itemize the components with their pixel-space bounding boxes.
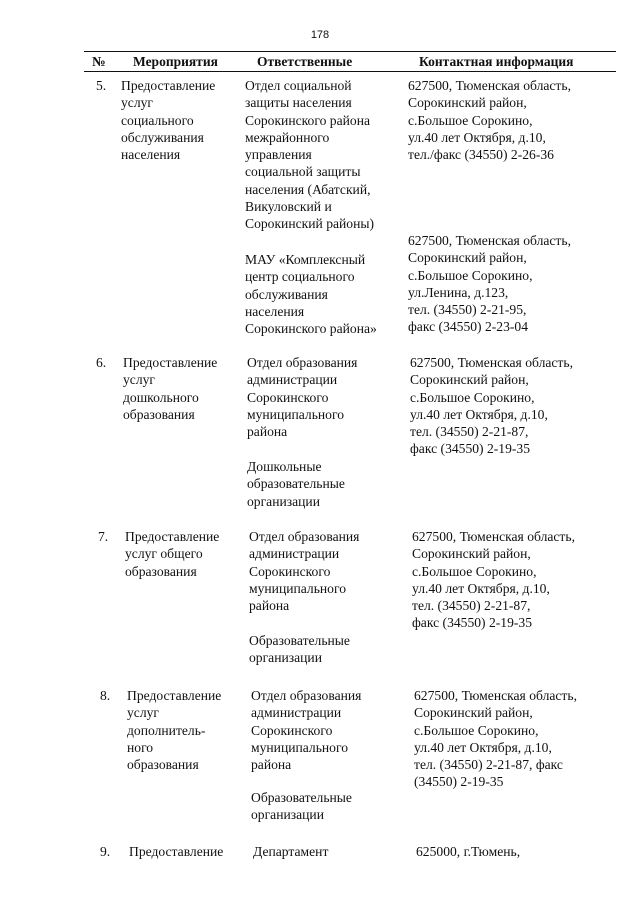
contact-block-line: с.Большое Сорокино, (408, 267, 533, 283)
contact-block-line: Сорокинский район, (408, 250, 527, 266)
contact-block-line: с.Большое Сорокино, (410, 389, 535, 405)
contact-block-line: 627500, Тюменская область, (410, 355, 573, 370)
header-contacts: Контактная информация (419, 54, 574, 69)
responsible-block-line: района (247, 424, 288, 440)
contact-block (408, 77, 571, 163)
row-number: 7. (98, 529, 109, 544)
contact-block-line: с.Большое Сорокино, (414, 722, 539, 738)
event-cell-line: дополнитель- (127, 722, 206, 738)
responsible-block-line: защиты населения (245, 95, 352, 111)
event-cell (129, 843, 223, 860)
header-responsible: Ответственные (257, 54, 353, 69)
contact-block-line: Сорокинский район, (410, 372, 529, 388)
responsible-block-line: населения (245, 303, 305, 319)
event-cell-line: услуг (127, 705, 159, 721)
row-number: 5. (96, 78, 107, 93)
contact-block-line: ул.40 лет Октября, д.10, (410, 406, 548, 422)
contact-block-line: 625000, г.Тюмень, (416, 844, 521, 859)
contact-block-line: факс (34550) 2-23-04 (408, 319, 529, 335)
responsible-block-line: социальной защиты (245, 164, 361, 180)
event-cell-line: Предоставление (121, 78, 216, 93)
responsible-block (247, 354, 357, 440)
contact-block-line: тел. (34550) 2-21-95, (408, 302, 527, 318)
contact-block-line: Сорокинский район, (408, 95, 527, 111)
responsible-block-line: центр социального (245, 269, 355, 285)
contact-block-line: ул.40 лет Октября, д.10, (414, 739, 552, 755)
event-cell (127, 687, 221, 773)
header-events: Мероприятия (133, 54, 218, 69)
event-cell-line: социального (121, 112, 194, 128)
event-cell-line: дошкольного (123, 389, 199, 405)
responsible-block-line: Образовательные (251, 790, 352, 805)
responsible-block-line: Сорокинского (247, 389, 329, 405)
responsible-block-line: Отдел образования (249, 529, 360, 544)
table-header-top-rule (84, 51, 616, 52)
contact-block-line: Сорокинский район, (414, 705, 533, 721)
event-cell-line: Предоставление (127, 688, 222, 703)
responsible-block (245, 251, 377, 337)
event-cell-line: услуг (123, 372, 155, 388)
responsible-block-line: образовательные (247, 476, 345, 492)
contact-block-line: 627500, Тюменская область, (414, 688, 577, 703)
responsible-block-line: Отдел образования (251, 688, 362, 703)
contact-block-line: ул.40 лет Октября, д.10, (408, 129, 546, 145)
contact-block-line: тел. (34550) 2-21-87, (410, 424, 529, 440)
responsible-block-line: администрации (251, 705, 342, 721)
responsible-block (251, 687, 361, 773)
responsible-block-line: МАУ «Комплексный (245, 252, 366, 267)
responsible-block-line: Отдел образования (247, 355, 358, 370)
contact-block-line: тел. (34550) 2-21-87, (412, 598, 531, 614)
responsible-block-line: Сорокинского (251, 722, 333, 738)
row-number: 9. (100, 844, 111, 859)
responsible-block (249, 632, 350, 667)
responsible-block-line: Сорокинского (249, 563, 331, 579)
responsible-block-line: района (249, 598, 290, 614)
responsible-block-line: обслуживания (245, 286, 328, 302)
responsible-block-line: организации (247, 493, 320, 509)
responsible-block (253, 843, 328, 860)
contact-block-line: 627500, Тюменская область, (408, 78, 571, 93)
contact-block-line: с.Большое Сорокино, (408, 112, 533, 128)
contact-block-line: 627500, Тюменская область, (412, 529, 575, 544)
responsible-block (251, 789, 352, 824)
contact-block-line: (34550) 2-19-35 (414, 774, 504, 790)
responsible-block-line: муниципального (251, 739, 349, 755)
responsible-block-line: Отдел социальной (245, 78, 352, 93)
contact-block-line: тел./факс (34550) 2-26-36 (408, 147, 554, 163)
contact-block-line: ул.40 лет Октября, д.10, (412, 580, 550, 596)
responsible-block-line: организации (251, 807, 324, 823)
responsible-block (249, 528, 359, 614)
event-cell-line: образования (123, 406, 195, 422)
contact-block (414, 687, 577, 791)
responsible-block-line: управления (245, 147, 312, 163)
event-cell-line: ного (127, 739, 154, 755)
contact-block-line: 627500, Тюменская область, (408, 233, 571, 248)
contact-block-line: факс (34550) 2-19-35 (410, 441, 531, 457)
contact-block-line: ул.Ленина, д.123, (408, 284, 509, 300)
contact-block-line: с.Большое Сорокино, (412, 563, 537, 579)
event-cell-line: услуг общего (125, 546, 203, 562)
responsible-block-line: Департамент (253, 844, 329, 859)
responsible-block-line: Дошкольные (247, 459, 322, 474)
responsible-block-line: организации (249, 650, 322, 666)
event-cell-line: образования (127, 757, 199, 773)
responsible-block-line: Сорокинского района» (245, 321, 377, 337)
event-cell-line: Предоставление (129, 844, 224, 859)
contact-block-line: тел. (34550) 2-21-87, факс (414, 757, 563, 773)
event-cell (121, 77, 215, 163)
responsible-block (245, 77, 374, 233)
event-cell-line: Предоставление (123, 355, 218, 370)
event-cell-line: услуг (121, 95, 153, 111)
contact-block (412, 528, 575, 632)
header-number: № (92, 54, 106, 69)
event-cell-line: населения (121, 147, 181, 163)
event-cell-line: образования (125, 563, 197, 579)
contact-block-line: Сорокинский район, (412, 546, 531, 562)
responsible-block-line: Образовательные (249, 633, 350, 648)
responsible-block-line: района (251, 757, 292, 773)
responsible-block-line: администрации (247, 372, 338, 388)
contact-block (410, 354, 573, 458)
responsible-block-line: Сорокинский районы) (245, 216, 375, 232)
responsible-block (247, 458, 345, 510)
contact-block (416, 843, 520, 860)
page-number: 178 (310, 29, 330, 41)
contact-block-line: факс (34550) 2-19-35 (412, 615, 533, 631)
responsible-block-line: Викуловский и (245, 199, 332, 215)
contact-block (408, 232, 571, 336)
responsible-block-line: администрации (249, 546, 340, 562)
responsible-block-line: Сорокинского района (245, 112, 370, 128)
responsible-block-line: муниципального (247, 406, 345, 422)
event-cell (125, 528, 219, 580)
row-number: 8. (100, 688, 111, 703)
event-cell-line: обслуживания (121, 129, 204, 145)
table-header-bottom-rule (84, 71, 616, 72)
event-cell (123, 354, 217, 423)
responsible-block-line: населения (Абатский, (245, 181, 371, 197)
responsible-block-line: муниципального (249, 580, 347, 596)
row-number: 6. (96, 355, 107, 370)
responsible-block-line: межрайонного (245, 129, 330, 145)
event-cell-line: Предоставление (125, 529, 220, 544)
